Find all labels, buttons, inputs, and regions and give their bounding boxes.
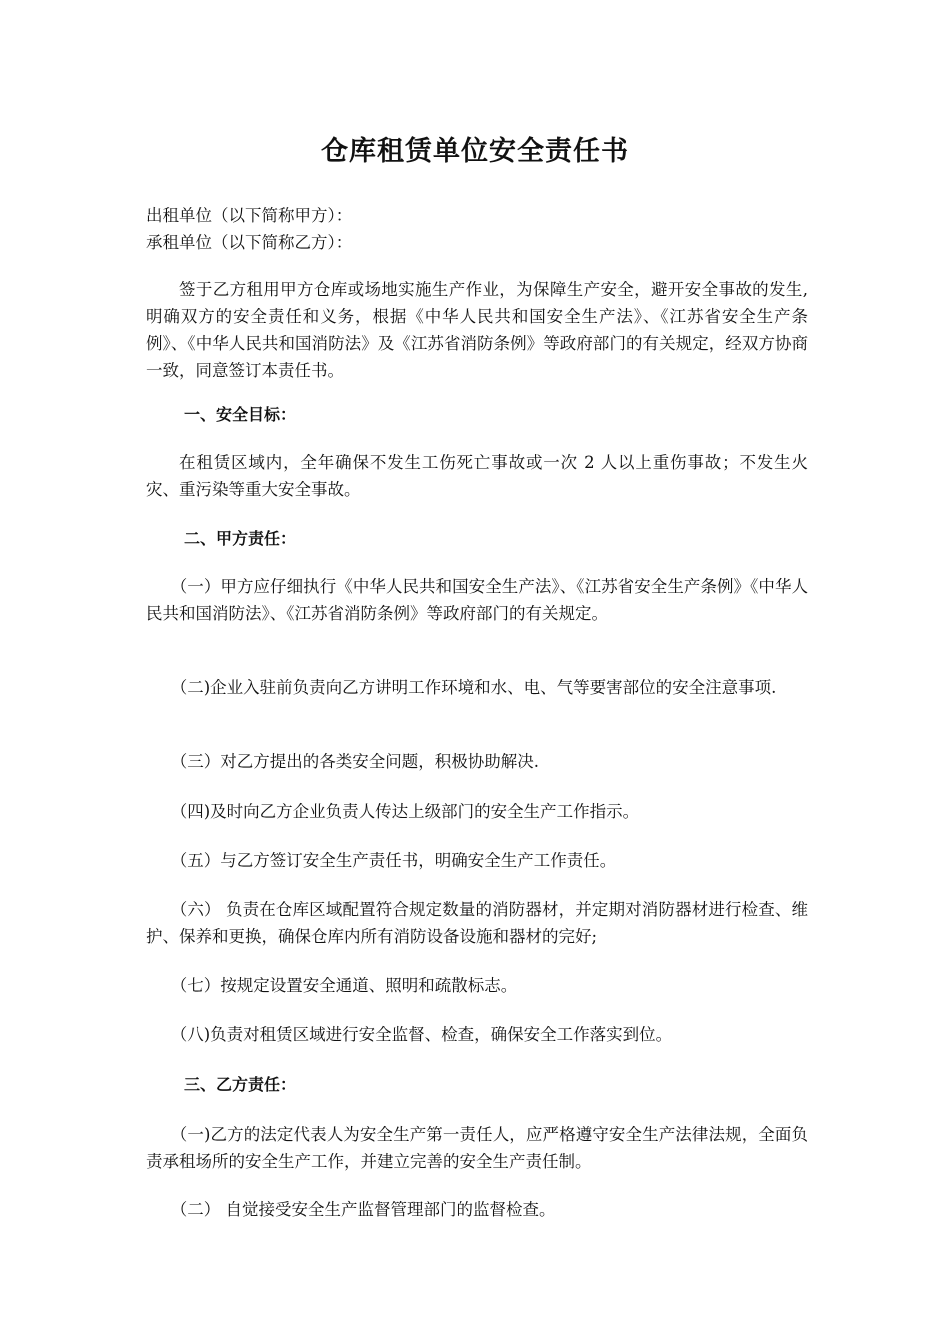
section-3-heading: 三、乙方责任： xyxy=(184,1075,297,1094)
section-2-item-4: （四)及时向乙方企业负责人传达上级部门的安全生产工作指示。 xyxy=(170,802,640,821)
section-2-item-3: （三）对乙方提出的各类安全问题，积极协助解决. xyxy=(170,752,539,771)
document-title: 仓库租赁单位安全责任书 xyxy=(321,136,629,167)
section-2-item-2: （二)企业入驻前负责向乙方讲明工作环境和水、电、气等要害部位的安全注意事项. xyxy=(170,678,777,697)
intro-paragraph: 签于乙方租用甲方仓库或场地实施生产作业，为保障生产安全，避开安全事故的发生,明确双方的安全责任和义务，根据《中华人民共和国安全生产法》、《江苏省安全生产条例》、《中华人民共和国消防法》及《江苏省消防条例》等政府部门的有关规定，经双方协商一致，同意签订本责任书。 xyxy=(146,280,808,380)
section-2-item-6: （六） 负责在仓库区域配置符合规定数量的消防器材，并定期对消防器材进行检查、维护、保养和更换，确保仓库内所有消防设备设施和器材的完好; xyxy=(146,900,808,946)
section-1-paragraph: 在租赁区域内，全年确保不发生工伤死亡事故或一次 2 人以上重伤事故；不发生火灾、重污染等重大安全事故。 xyxy=(146,453,808,499)
section-2-item-5: （五）与乙方签订安全生产责任书，明确安全生产工作责任。 xyxy=(170,851,617,870)
section-2-item-1: （一）甲方应仔细执行《中华人民共和国安全生产法》、《江苏省安全生产条例》《中华人民共和国消防法》、《江苏省消防条例》等政府部门的有关规定。 xyxy=(146,577,808,623)
section-2-heading: 二、甲方责任： xyxy=(184,529,297,548)
section-2-item-7: （七）按规定设置安全通道、照明和疏散标志。 xyxy=(170,976,518,995)
lessor-line: 出租单位（以下简称甲方）： xyxy=(146,206,353,225)
lessee-line: 承租单位（以下简称乙方）： xyxy=(146,233,353,252)
section-3-item-1: （一)乙方的法定代表人为安全生产第一责任人，应严格遵守安全生产法律法规，全面负责承租场所的安全生产工作，并建立完善的安全生产责任制。 xyxy=(146,1125,808,1171)
section-3-item-2: （二） 自觉接受安全生产监督管理部门的监督检查。 xyxy=(170,1200,556,1219)
section-2-item-8: （八)负责对租赁区域进行安全监督、检查，确保安全工作落实到位。 xyxy=(170,1025,673,1044)
section-1-heading: 一、安全目标： xyxy=(184,405,297,424)
